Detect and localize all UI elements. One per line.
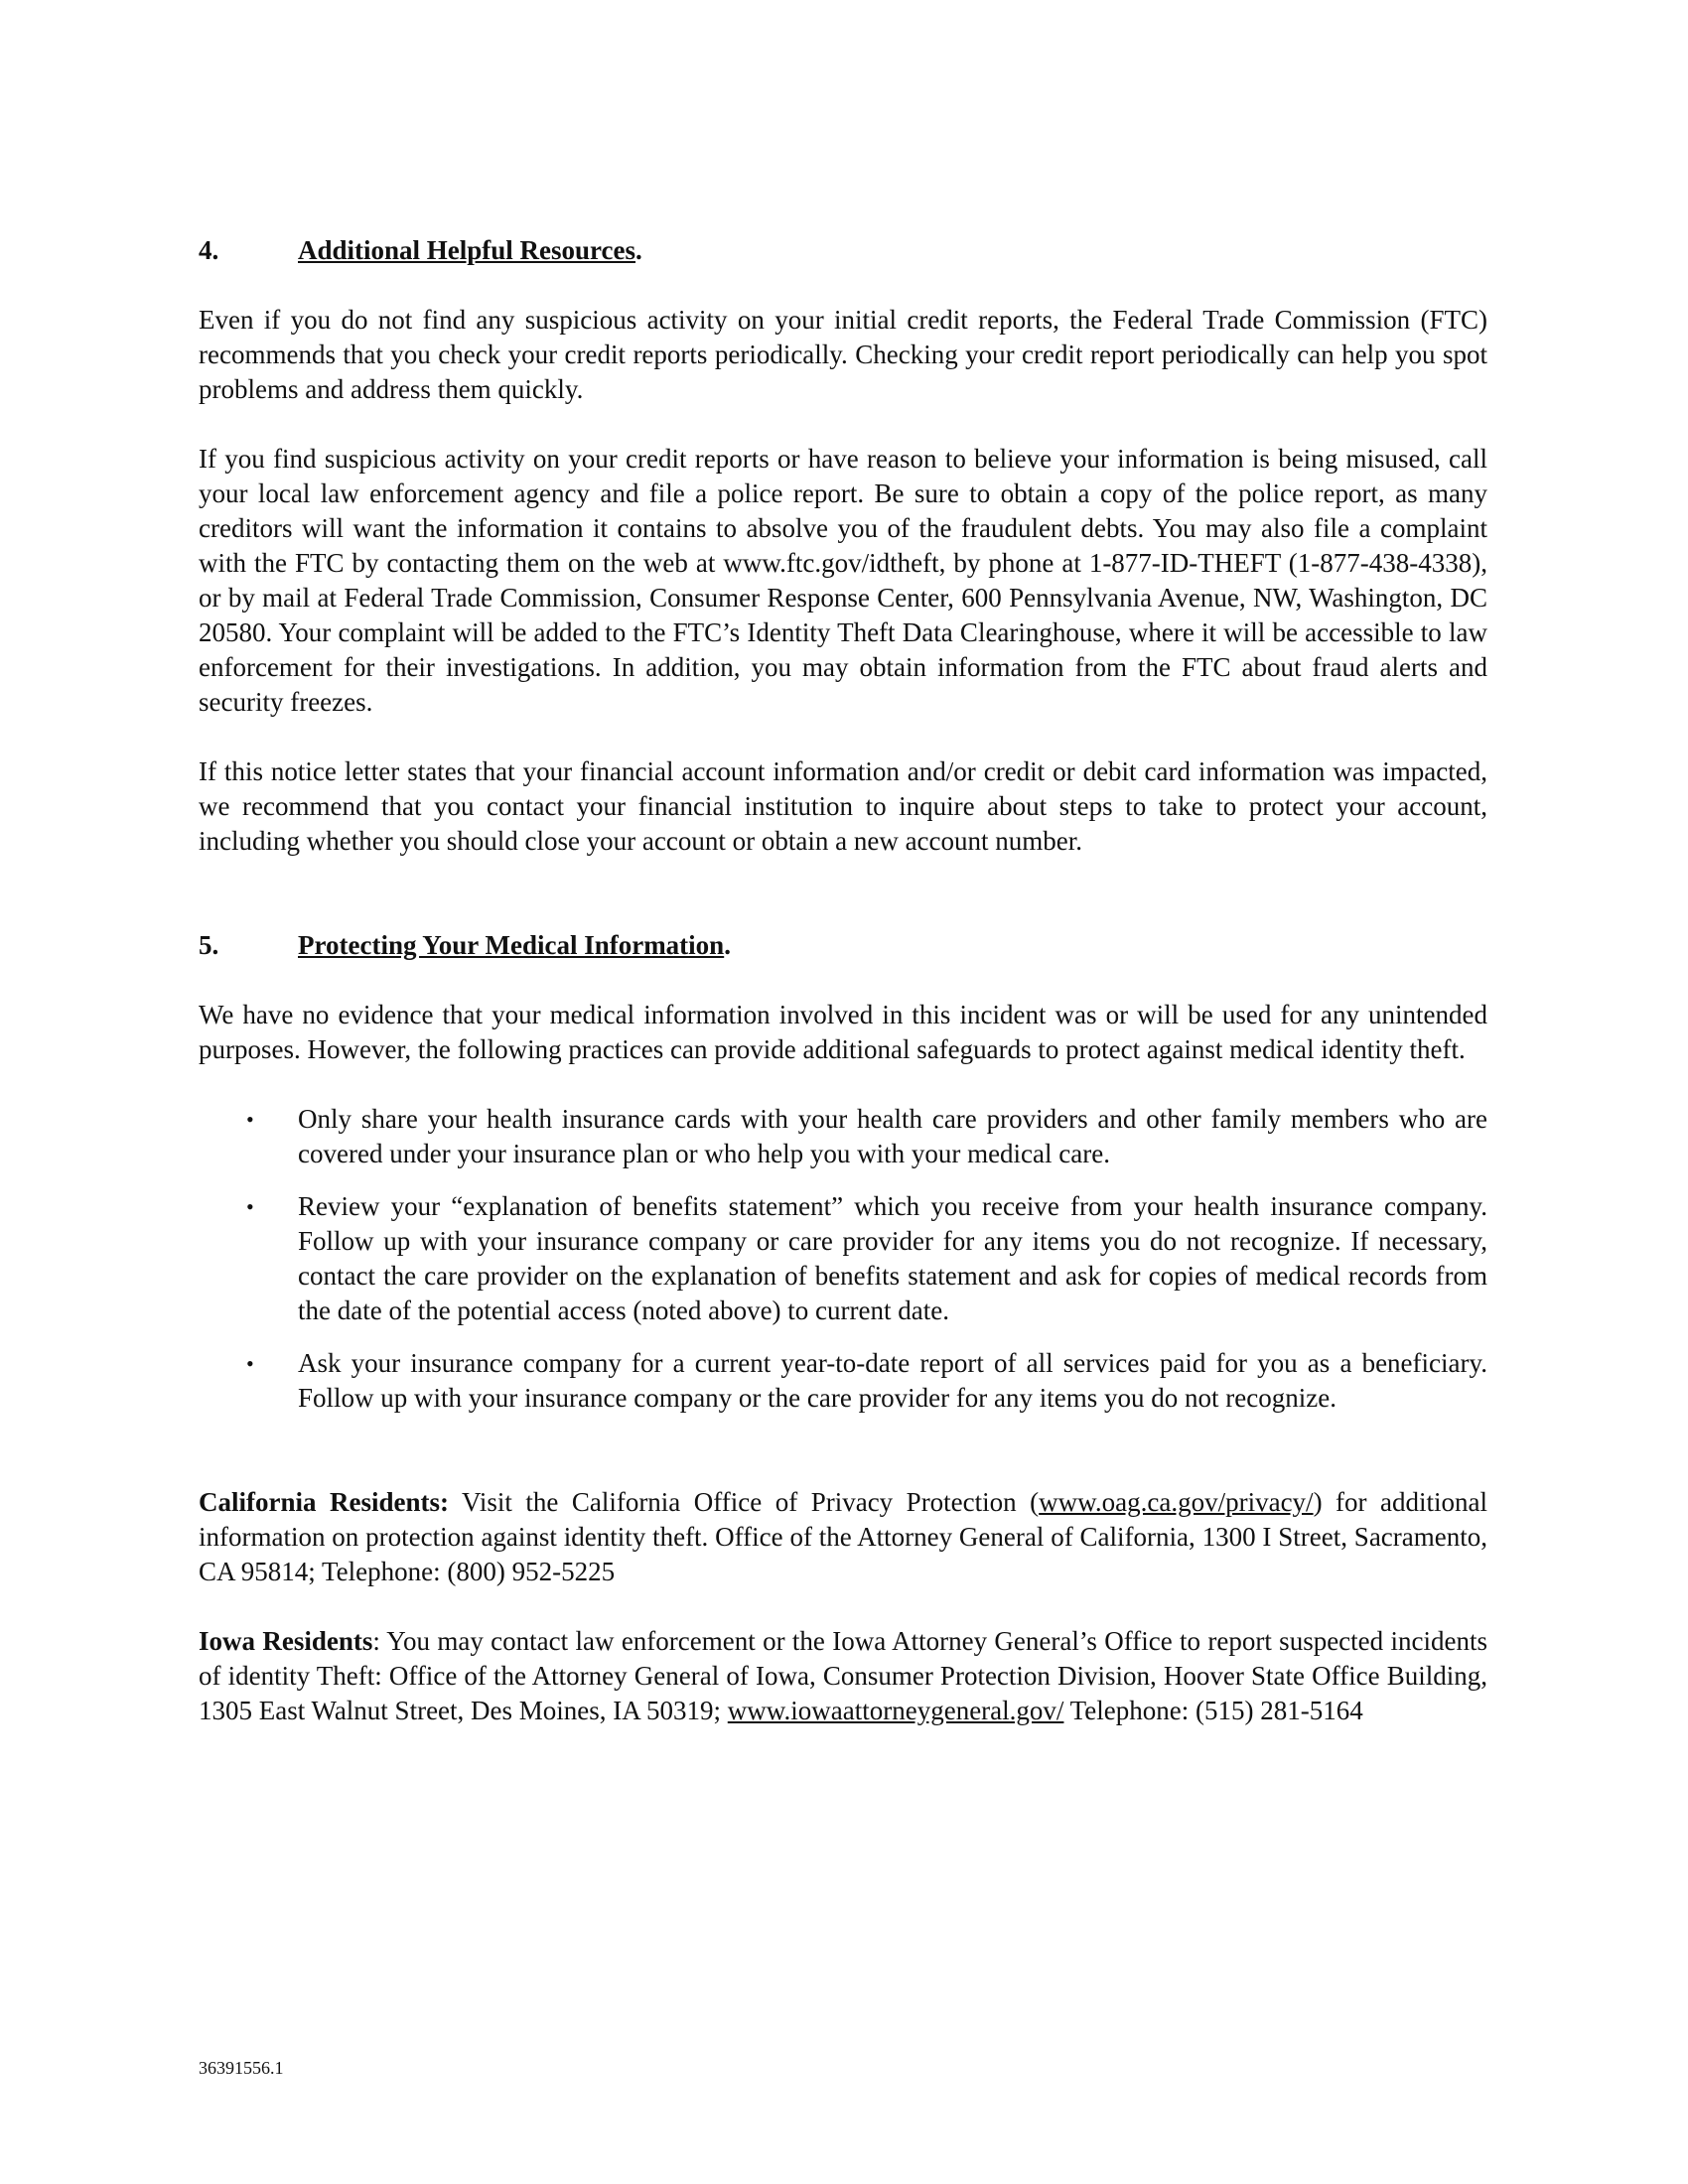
iowa-attorney-general-link[interactable]: www.iowaattorneygeneral.gov/: [727, 1696, 1064, 1725]
section-4-title: Additional Helpful Resources: [298, 235, 636, 265]
iowa-text-2: Telephone: (515) 281-5164: [1063, 1696, 1363, 1725]
section-4-paragraph-2: If you find suspicious activity on your credit reports or have reason to believe your information is being misused, call your local law enforcement agency and file a police report. Be sure to obtain a copy of the police report, as many creditors will want the information it contains to absolve you of the fraudulent debts. You may also file a complaint with the FTC by contacting them on the web at www.ftc.gov/idtheft, by phone at 1-877-ID-THEFT (1-877-438-4338), or by mail at Federal Trade Commission, Consumer Response Center, 600 Pennsylvania Avenue, NW, Washington, DC 20580. Your complaint will be added to the FTC’s Identity Theft Data Clearinghouse, where it will be accessible to law enforcement for their investigations. In addition, you may obtain information from the FTC about fraud alerts and security freezes.: [199, 444, 1487, 717]
california-text-2: ) for additional information on protection against identity theft. Office of the Attorney General of California, 1300 I Street, Sacramento, CA 95814; Telephone: (800) 952-5225: [199, 1487, 1487, 1586]
section-5-heading: [199, 928, 1487, 963]
list-item-text: Only share your health insurance cards with your health care providers and other family members who are covered under your insurance plan or who help you with your medical care.: [298, 1104, 1487, 1168]
section-5-title-period: .: [724, 930, 731, 960]
california-text-1: Visit the California Office of Privacy Protection (: [448, 1487, 1040, 1517]
section-4-title-period: .: [635, 235, 642, 265]
list-spacer: [199, 1328, 1487, 1346]
section-4-number: 4.: [199, 235, 219, 265]
list-item: [199, 1102, 1487, 1171]
list-item-text: Ask your insurance company for a current year-to-date report of all services paid for you as a beneficiary. Follow up with your insurance company or the care provider for any items you do not recognize.: [298, 1348, 1487, 1413]
bullet-icon: •: [246, 1351, 254, 1376]
medical-safeguards-list: [199, 1102, 1487, 1416]
section-4-heading: [199, 233, 1487, 268]
list-item-text: Review your “explanation of benefits statement” which you receive from your health insurance company. Follow up with your insurance company or care provider for any items you do not recognize. If necessary, contact the care provider on the explanation of benefits statement and ask for copies of medical records from the date of the potential access (noted above) to current date.: [298, 1191, 1487, 1325]
section-5-number: 5.: [199, 930, 219, 960]
section-4-paragraph-3: If this notice letter states that your financial account information and/or credit or debit card information was impacted, we recommend that you contact your financial institution to inquire about steps to take to protect your account, including whether you should close your account or obtain a new account number.: [199, 756, 1487, 856]
california-privacy-link[interactable]: www.oag.ca.gov/privacy/: [1039, 1487, 1314, 1517]
bullet-icon: •: [246, 1107, 254, 1132]
california-residents-label: California Residents:: [199, 1487, 449, 1517]
document-body: [199, 233, 1487, 1728]
section-4-title-wrap: [298, 233, 642, 268]
list-spacer: [199, 1171, 1487, 1189]
list-item: [199, 1189, 1487, 1328]
section-5-title-wrap: [298, 928, 731, 963]
iowa-text-1: : You may contact law enforcement or the Iowa Attorney General’s Office to report suspected incidents of identity Theft: Office of the Attorney General of Iowa, Consumer Protection Division, Hoover State Office Building, 1305 East Walnut Street, Des Moines, IA 50319;: [199, 1626, 1487, 1725]
iowa-residents-label: Iowa Residents: [199, 1626, 373, 1656]
california-residents-paragraph: [199, 1485, 1487, 1589]
list-item: [199, 1346, 1487, 1416]
document-id-footer: 36391556.1: [199, 2058, 284, 2078]
section-5-title: Protecting Your Medical Information: [298, 930, 725, 960]
bullet-icon: •: [246, 1194, 254, 1219]
section-5-intro: We have no evidence that your medical information involved in this incident was or will be used for any unintended purposes. However, the following practices can provide additional safeguards to protect against medical identity theft.: [199, 1000, 1487, 1064]
section-4-paragraph-1: Even if you do not find any suspicious activity on your initial credit reports, the Federal Trade Commission (FTC) recommends that you check your credit reports periodically. Checking your credit report periodically can help you spot problems and address them quickly.: [199, 305, 1487, 404]
iowa-residents-paragraph: [199, 1624, 1487, 1728]
